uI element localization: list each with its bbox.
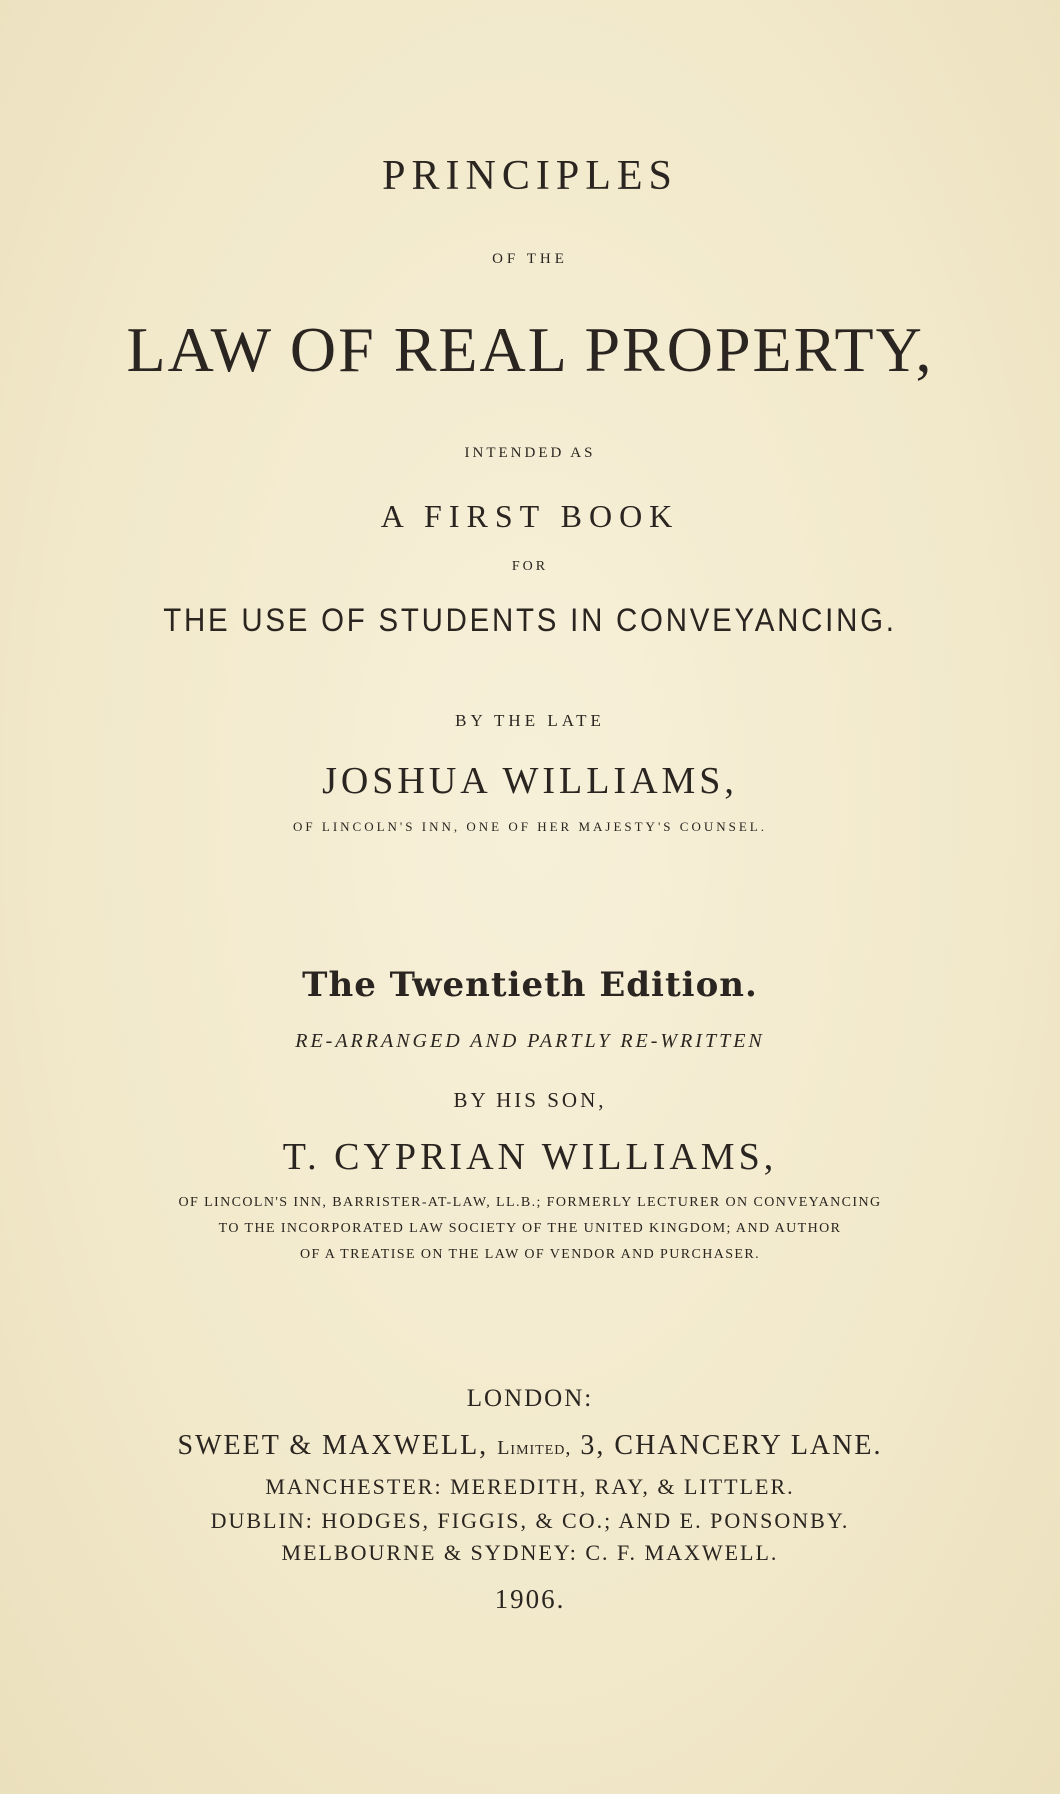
publisher-line (0, 1432, 1060, 1460)
publisher-name: SWEET & MAXWELL, (177, 1430, 489, 1461)
title-principles: PRINCIPLES (382, 153, 678, 199)
publication-year: 1906. (494, 1584, 566, 1614)
edition-text: The Twentieth Edition. (302, 965, 758, 1005)
publisher-limited: Limited, (497, 1437, 572, 1459)
rearranged-text: RE-ARRANGED AND PARTLY RE-WRITTEN (295, 1030, 765, 1052)
melbourne-line: MELBOURNE & SYDNEY: C. F. MAXWELL. (281, 1540, 779, 1565)
main-title: LAW OF REAL PROPERTY, (126, 314, 934, 385)
for-text: FOR (511, 559, 549, 574)
of-the-text: OF THE (492, 251, 568, 267)
by-the-late-text: BY THE LATE (455, 711, 605, 730)
reviser-description-line-3: OF A TREATISE ON THE LAW OF VENDOR AND PURCHASER. (299, 1247, 761, 1262)
dublin-line: DUBLIN: HODGES, FIGGIS, & CO.; AND E. PONSONBY. (210, 1508, 850, 1533)
author-name: JOSHUA WILLIAMS, (322, 760, 738, 802)
first-book-text: A FIRST BOOK (380, 498, 680, 534)
publisher-address: 3, CHANCERY LANE. (580, 1430, 883, 1461)
use-of-students-text: THE USE OF STUDENTS IN CONVEYANCING. (163, 602, 897, 638)
intended-as-text: INTENDED AS (464, 445, 596, 461)
reviser-name: T. CYPRIAN WILLIAMS, (282, 1136, 778, 1178)
london-text: LONDON: (466, 1385, 594, 1412)
reviser-description-line-2: TO THE INCORPORATED LAW SOCIETY OF THE UNITED KINGDOM; AND AUTHOR (218, 1221, 842, 1236)
by-his-son-text: BY HIS SON, (453, 1088, 607, 1112)
reviser-description-line-1: OF LINCOLN'S INN, BARRISTER-AT-LAW, LL.B.; FORMERLY LECTURER ON CONVEYANCING (178, 1195, 882, 1210)
manchester-line: MANCHESTER: MEREDITH, RAY, & LITTLER. (265, 1474, 795, 1499)
author-description: OF LINCOLN'S INN, ONE OF HER MAJESTY'S COUNSEL. (293, 819, 767, 834)
